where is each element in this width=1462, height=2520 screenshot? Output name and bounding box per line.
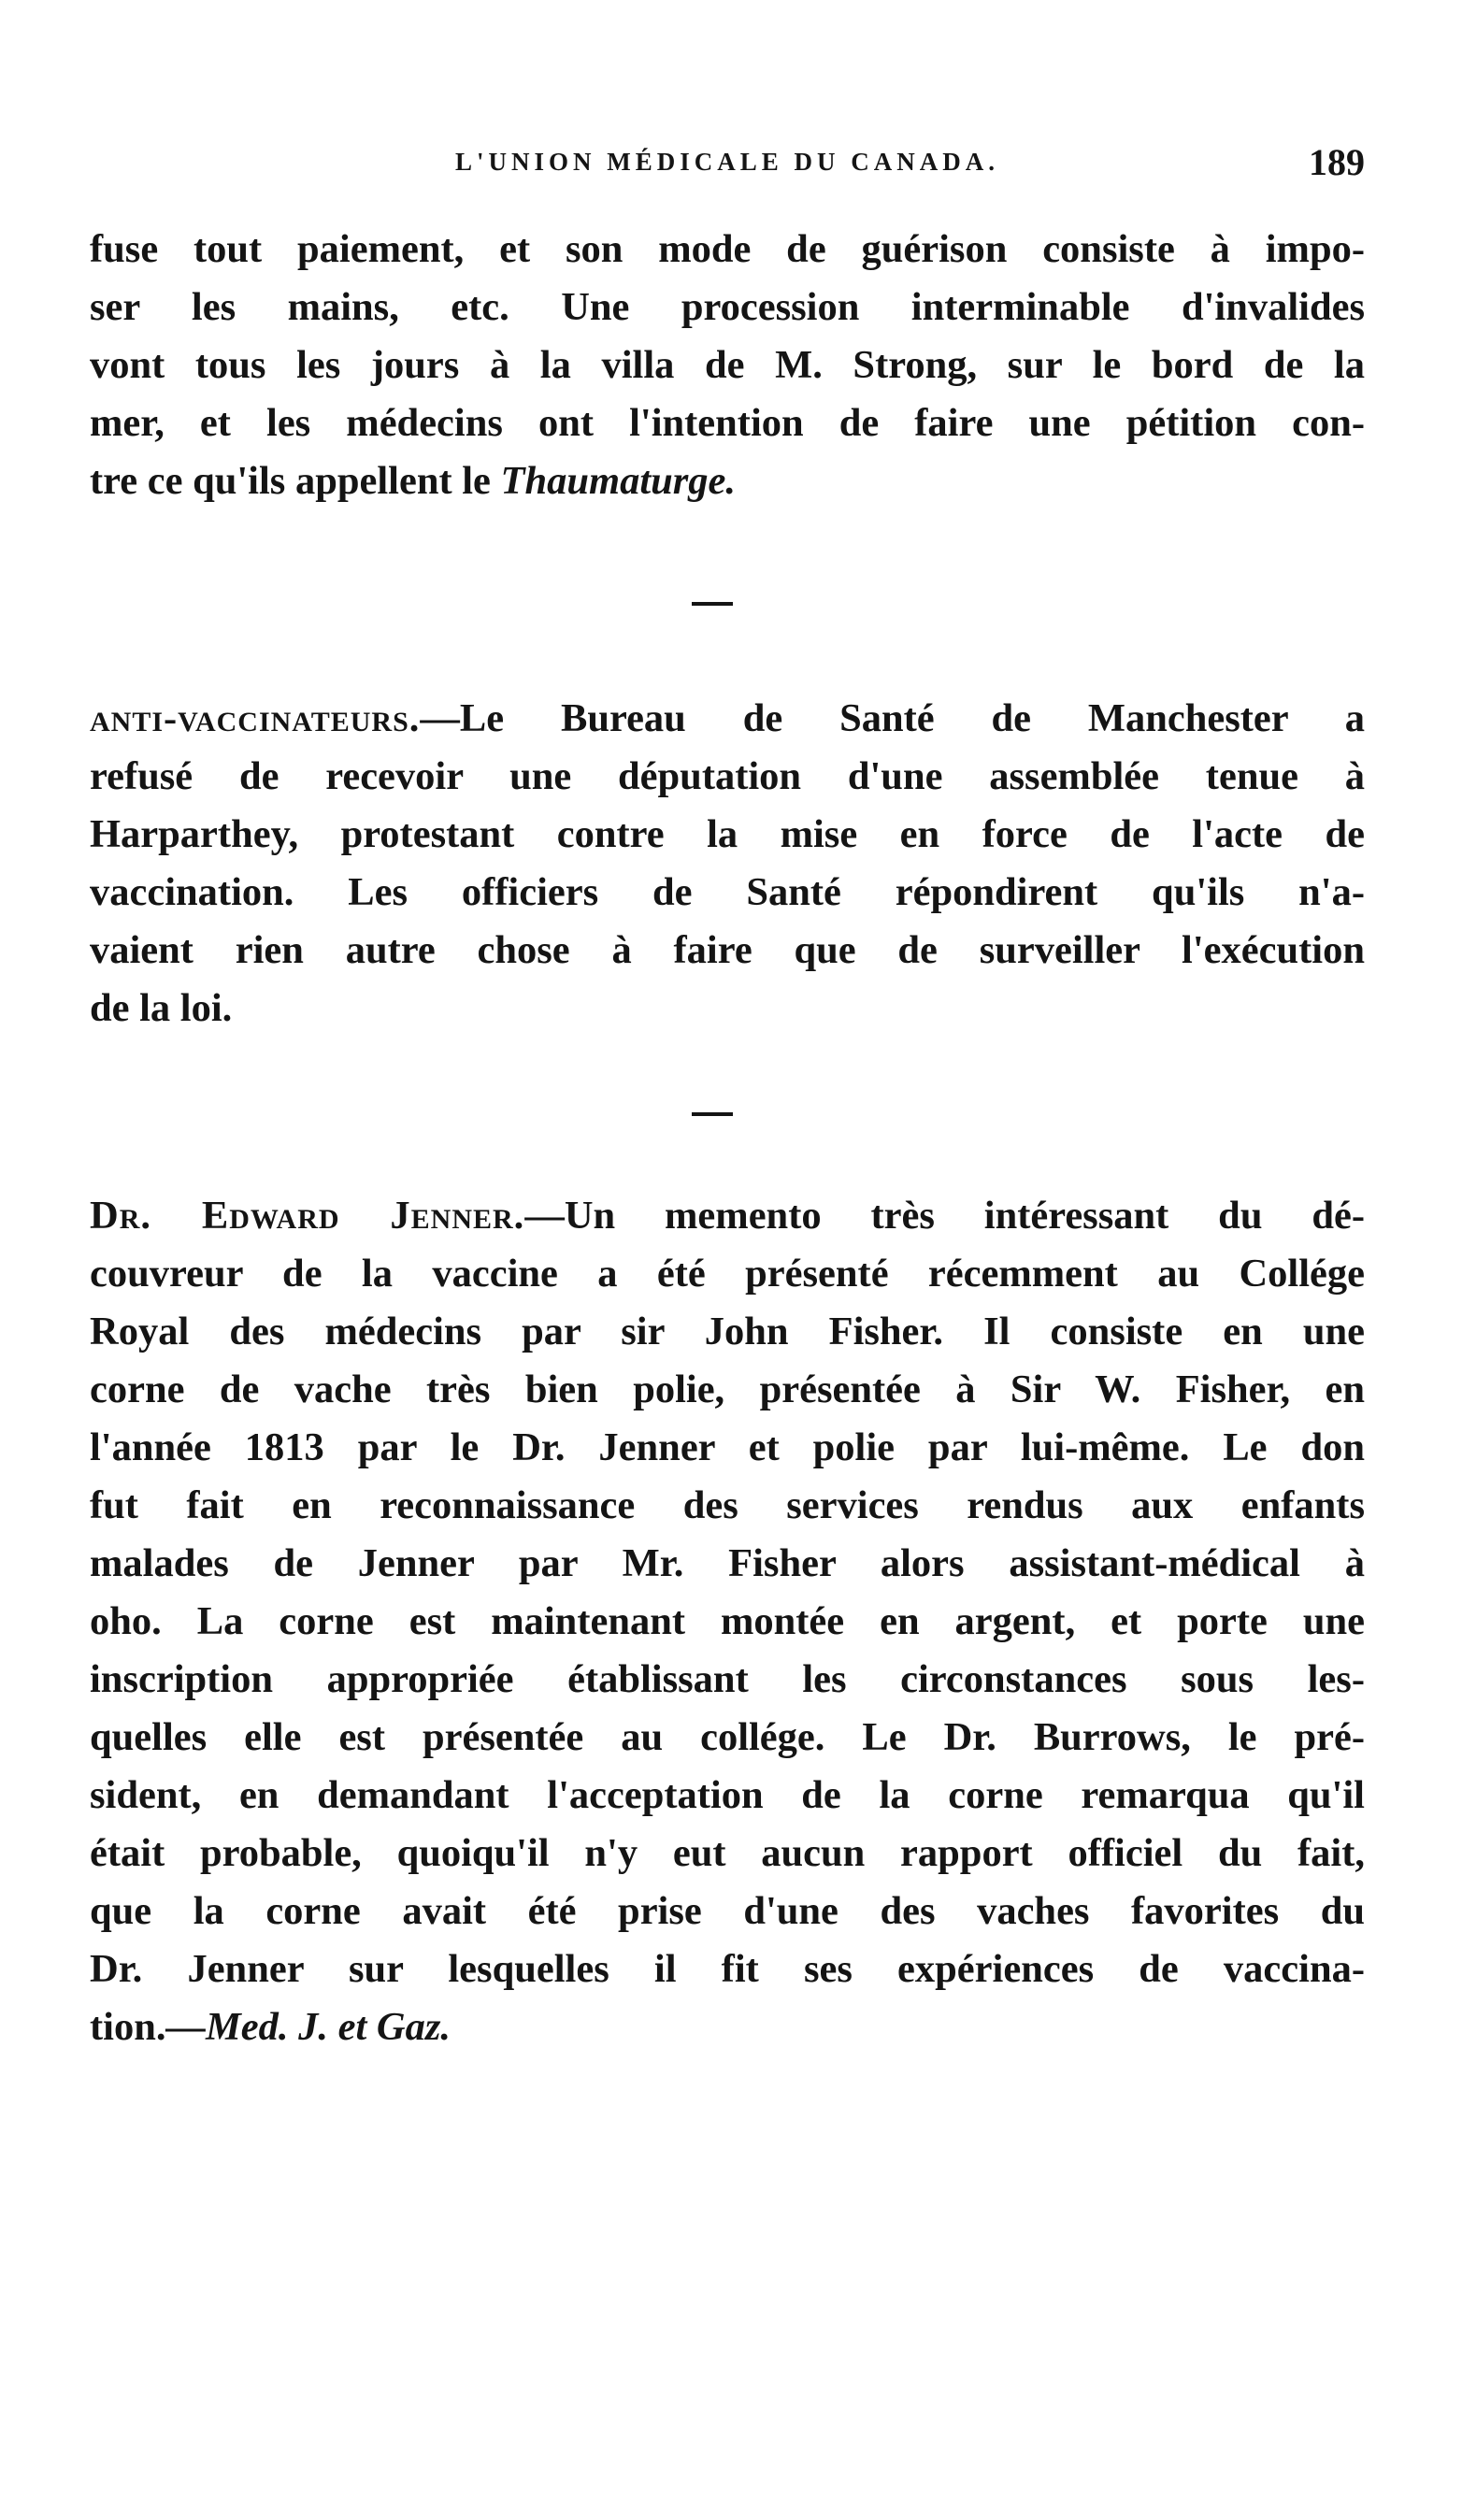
text-line: fuse tout paiement, et son mode de guérison consiste à impo- <box>90 227 1365 271</box>
paragraph-edward-jenner <box>90 1187 1365 2056</box>
text-line: mer, et les médecins ont l'intention de faire une pétition con- <box>90 401 1365 445</box>
text-line <box>90 452 1365 510</box>
text-line: inscription appropriée établissant les circonstances sous les- <box>90 1657 1365 1701</box>
text-line: refusé de recevoir une députation d'une assemblée tenue à <box>90 754 1365 798</box>
text-line: sident, en demandant l'acceptation de la corne remarqua qu'il <box>90 1773 1365 1817</box>
section-heading: Dr. Edward Jenner. <box>90 1194 525 1238</box>
text-line: l'année 1813 par le Dr. Jenner et polie par lui-même. Le don <box>90 1425 1365 1469</box>
paragraph-strong-healer <box>90 221 1365 510</box>
text-fragment: —Un memento très intéressant du dé- <box>524 1194 1365 1238</box>
text-line: couvreur de la vaccine a été présenté récemment au Collége <box>90 1252 1365 1296</box>
text-line: fut fait en reconnaissance des services rendus aux enfants <box>90 1483 1365 1527</box>
running-head <box>90 140 1365 187</box>
text-fragment: tion. <box>90 2005 166 2049</box>
text-line: que la corne avait été prise d'une des vaches favorites du <box>90 1889 1365 1933</box>
text-fragment: —Le Bureau de Santé de Manchester a <box>420 696 1365 740</box>
text-line <box>90 1998 1365 2056</box>
journal-title: L'UNION MÉDICALE DU CANADA. <box>454 148 1000 176</box>
source-citation: —Med. J. et Gaz. <box>165 2005 452 2049</box>
text-line: Royal des médecins par sir John Fisher. Il consiste en une <box>90 1310 1365 1353</box>
text-line: était probable, quoiqu'il n'y eut aucun rapport officiel du fait, <box>90 1831 1365 1875</box>
text-line: vont tous les jours à la villa de M. Strong, sur le bord de la <box>90 343 1365 387</box>
text-line <box>90 690 1365 748</box>
text-line: vaient rien autre chose à faire que de surveiller l'exécution <box>90 928 1365 972</box>
italic-term: Thaumaturge. <box>500 459 737 503</box>
text-line: malades de Jenner par Mr. Fisher alors assistant-médical à <box>90 1541 1365 1585</box>
section-heading: anti-vaccinateurs. <box>90 696 421 740</box>
text-line: quelles elle est présentée au collége. Le Dr. Burrows, le pré- <box>90 1715 1365 1759</box>
text-fragment: tre ce qu'ils appellent le <box>90 459 491 503</box>
text-line: Dr. Jenner sur lesquelles il fit ses expériences de vaccina- <box>90 1947 1365 1991</box>
page-number: 189 <box>1309 141 1365 183</box>
text-line: oho. La corne est maintenant montée en argent, et porte une <box>90 1599 1365 1643</box>
text-line: ser les mains, etc. Une procession interminable d'invalides <box>90 285 1365 329</box>
text-line <box>90 1187 1365 1245</box>
text-line: Harparthey, protestant contre la mise en force de l'acte de <box>90 812 1365 856</box>
text-line: corne de vache très bien polie, présentée à Sir W. Fisher, en <box>90 1367 1365 1411</box>
text-line: vaccination. Les officiers de Santé répondirent qu'ils n'a- <box>90 870 1365 914</box>
section-separator <box>692 1112 733 1116</box>
paragraph-anti-vaccinateurs <box>90 690 1365 1038</box>
section-separator <box>692 602 733 606</box>
text-line: de la loi. <box>90 986 233 1030</box>
